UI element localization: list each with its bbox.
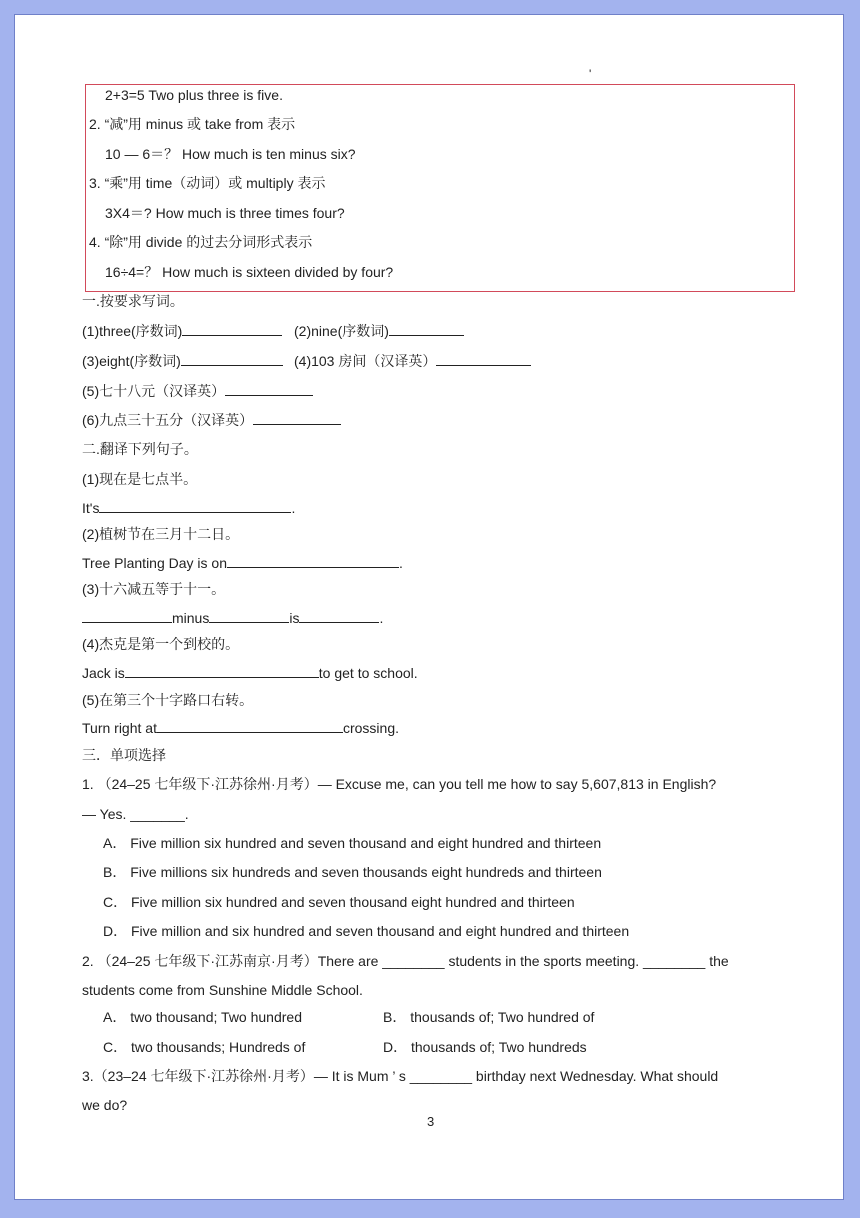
answer-blank[interactable] [253,410,341,425]
s3-q3-stem: 3.（23–24 七年级下·江苏徐州·月考）— It is Mum ’ s ________ birthday next Wednesday. What should [82,1068,719,1084]
s2-q4-en-b: to get to school. [318,665,418,681]
section1-title: 一.按要求写词。 [82,293,184,309]
period: . [379,610,384,626]
s3-q2-stem: 2. （24–25 七年级下·江苏南京·月考）There are ________ students in the sports meeting. ________ the [82,953,729,969]
answer-blank[interactable] [299,608,379,623]
answer-blank[interactable] [389,321,464,336]
rule-line-7: 16÷4=？ How much is sixteen divided by four? [105,264,394,280]
s2-q1-cn: (1)现在是七点半。 [82,471,198,487]
s3-q1-option-a[interactable]: A． Five million six hundred and seven thousand and eight hundred and thirteen [103,835,602,851]
s2-q5-en-b: crossing. [342,720,399,736]
period: . [399,555,403,571]
answer-blank[interactable] [157,718,343,733]
s2-q5-en [82,718,399,737]
section2-title: 二.翻译下列句子。 [82,441,198,457]
answer-blank[interactable] [182,321,282,336]
s1-q2-label: (2)nine(序数词) [294,323,389,339]
s2-q5-en-a: Turn right at [82,720,157,736]
answer-blank[interactable] [82,608,172,623]
s2-q4-cn: (4)杰克是第一个到校的。 [82,636,240,652]
s1-q3-label: (3)eight(序数词) [82,353,181,369]
s2-q4-en [82,663,418,682]
s3-q1-option-b[interactable]: B． Five millions six hundreds and seven thousands eight hundreds and thirteen [103,864,602,880]
s3-q1-option-c[interactable]: C． Five million six hundred and seven thousand eight hundred and thirteen [103,894,575,910]
answer-blank[interactable] [99,498,291,513]
answer-blank[interactable] [209,608,289,623]
answer-blank[interactable] [125,663,319,678]
s1-q5 [82,381,313,400]
s1-q6 [82,410,341,429]
s3-q2-stem-2: students come from Sunshine Middle School. [82,982,363,998]
top-mark: ' [589,67,592,81]
s3-q1-stem: 1. （24–25 七年级下·江苏徐州·月考）— Excuse me, can you tell me how to say 5,607,813 in English? [82,776,717,792]
s3-q2-option-b[interactable]: B． thousands of; Two hundred of [383,1009,595,1025]
s1-q6-label: (6)九点三十五分（汉译英） [82,412,254,428]
s1-q5-label: (5)七十八元（汉译英） [82,383,226,399]
s3-q1-reply: — Yes. _______. [82,806,189,822]
answer-blank[interactable] [227,553,399,568]
s1-q3 [82,351,283,370]
s2-q2-cn: (2)植树节在三月十二日。 [82,526,240,542]
s1-q4 [294,351,531,370]
s2-q1-en [82,498,295,517]
answer-blank[interactable] [181,351,283,366]
s3-q2-option-a[interactable]: A． two thousand; Two hundred [103,1009,302,1025]
s2-q3-cn: (3)十六减五等于十一。 [82,581,226,597]
minus-word: minus [172,610,210,626]
s2-q5-cn: (5)在第三个十字路口右转。 [82,692,254,708]
s2-q2-en [82,553,403,572]
s2-q1-en-text: It's [82,500,100,516]
rule-line-3: 10 — 6＝？ How much is ten minus six? [105,146,356,162]
is-word: is [289,610,300,626]
s1-q2 [294,321,464,340]
rule-line-1: 2+3=5 Two plus three is five. [105,87,283,103]
section3-title: 三．单项选择 [82,747,166,763]
s2-q2-en-text: Tree Planting Day is on [82,555,227,571]
answer-blank[interactable] [225,381,313,396]
s2-q4-en-a: Jack is [82,665,125,681]
s3-q3-stem-2: we do? [82,1097,128,1113]
rule-line-4: 3. “乘”用 time（动词）或 multiply 表示 [89,175,326,191]
s3-q1-option-d[interactable]: D． Five million and six hundred and seven thousand and eight hundred and thirteen [103,923,630,939]
rule-line-2: 2. “减”用 minus 或 take from 表示 [89,116,296,132]
period: . [291,500,296,516]
worksheet-page [14,14,844,1200]
s3-q2-option-d[interactable]: D． thousands of; Two hundreds [383,1039,587,1055]
rule-line-5: 3X4＝? How much is three times four? [105,205,345,221]
s1-q1-label: (1)three(序数词) [82,323,183,339]
s1-q4-label: (4)103 房间（汉译英） [294,353,437,369]
page-number: 3 [427,1114,435,1129]
s3-q2-option-c[interactable]: C． two thousands; Hundreds of [103,1039,306,1055]
rule-line-6: 4. “除”用 divide 的过去分词形式表示 [89,234,313,250]
answer-blank[interactable] [436,351,531,366]
s2-q3-en [82,608,383,627]
s1-q1 [82,321,282,340]
